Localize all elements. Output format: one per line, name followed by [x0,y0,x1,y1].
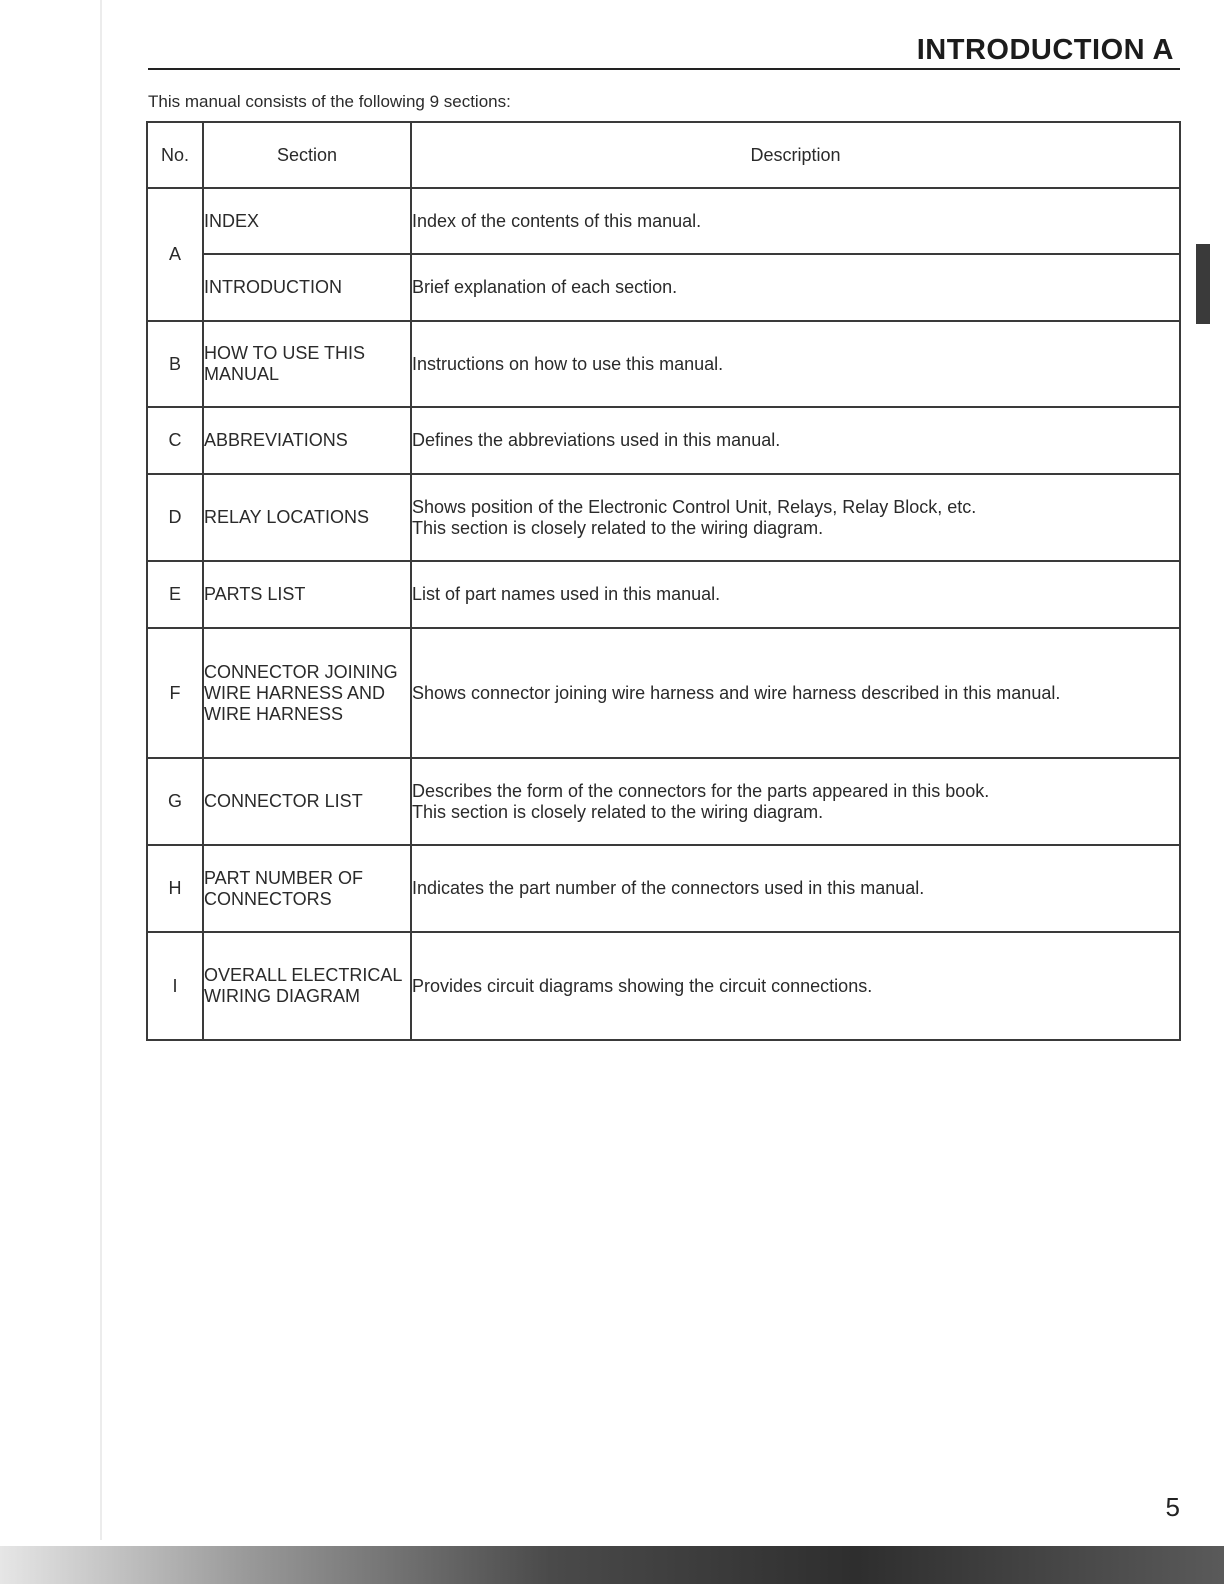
page-binding-shadow [100,0,102,1540]
description-line: Defines the abbreviations used in this manual. [412,430,781,450]
description-line: Shows position of the Electronic Control Unit, Relays, Relay Block, etc. [412,496,977,517]
header-divider [148,68,1180,70]
row-number: F [147,628,203,758]
row-section: INDEX [203,188,411,254]
row-section: OVERALL ELECTRICAL WIRING DIAGRAM [203,932,411,1040]
row-description [411,932,1180,1040]
description-line: This section is closely related to the wiring diagram. [412,801,824,822]
row-description [411,845,1180,932]
table-row [147,254,1180,321]
row-description [411,628,1180,758]
description-line: Indicates the part number of the connectors used in this manual. [412,878,925,898]
table-row [147,561,1180,628]
table-row [147,474,1180,561]
row-number: E [147,561,203,628]
section-tab-marker [1196,244,1210,324]
scan-edge-shadow [0,1546,1224,1584]
row-number: D [147,474,203,561]
table-row [147,845,1180,932]
description-line: List of part names used in this manual. [412,584,721,604]
row-section: RELAY LOCATIONS [203,474,411,561]
description-line: Describes the form of the connectors for the parts appeared in this book. [412,780,990,801]
description-line: Provides circuit diagrams showing the circuit connections. [412,975,873,996]
row-section: PART NUMBER OF CONNECTORS [203,845,411,932]
column-header-no: No. [147,122,203,188]
description-line: This section is closely related to the wiring diagram. [412,517,824,538]
sections-table [146,121,1181,1041]
row-number: G [147,758,203,845]
row-description [411,474,1180,561]
row-section: HOW TO USE THIS MANUAL [203,321,411,407]
intro-text: This manual consists of the following 9 sections: [148,92,511,111]
row-description [411,758,1180,845]
row-section: PARTS LIST [203,561,411,628]
table-row [147,628,1180,758]
row-section: CONNECTOR LIST [203,758,411,845]
table-row [147,932,1180,1040]
page-title: INTRODUCTION A [916,34,1174,66]
row-description [411,188,1180,254]
row-description [411,321,1180,407]
row-number: H [147,845,203,932]
row-number: I [147,932,203,1040]
row-number: C [147,407,203,474]
column-header-description: Description [411,122,1180,188]
column-header-section: Section [203,122,411,188]
row-description [411,407,1180,474]
row-description [411,561,1180,628]
table-row [147,758,1180,845]
page-number: 5 [1165,1492,1180,1522]
row-section: CONNECTOR JOINING WIRE HARNESS AND WIRE HARNESS [203,628,411,758]
row-section: INTRODUCTION [203,254,411,321]
table-row [147,321,1180,407]
row-number: B [147,321,203,407]
table-row [147,407,1180,474]
description-line: Brief explanation of each section. [412,277,678,297]
description-line: Instructions on how to use this manual. [412,353,724,374]
table-header-row [147,122,1180,188]
description-line: Index of the contents of this manual. [412,210,702,231]
table-row [147,188,1180,254]
row-section: ABBREVIATIONS [203,407,411,474]
description-line: Shows connector joining wire harness and wire harness described in this manual. [412,682,1061,703]
row-number: A [147,188,203,321]
row-description [411,254,1180,321]
